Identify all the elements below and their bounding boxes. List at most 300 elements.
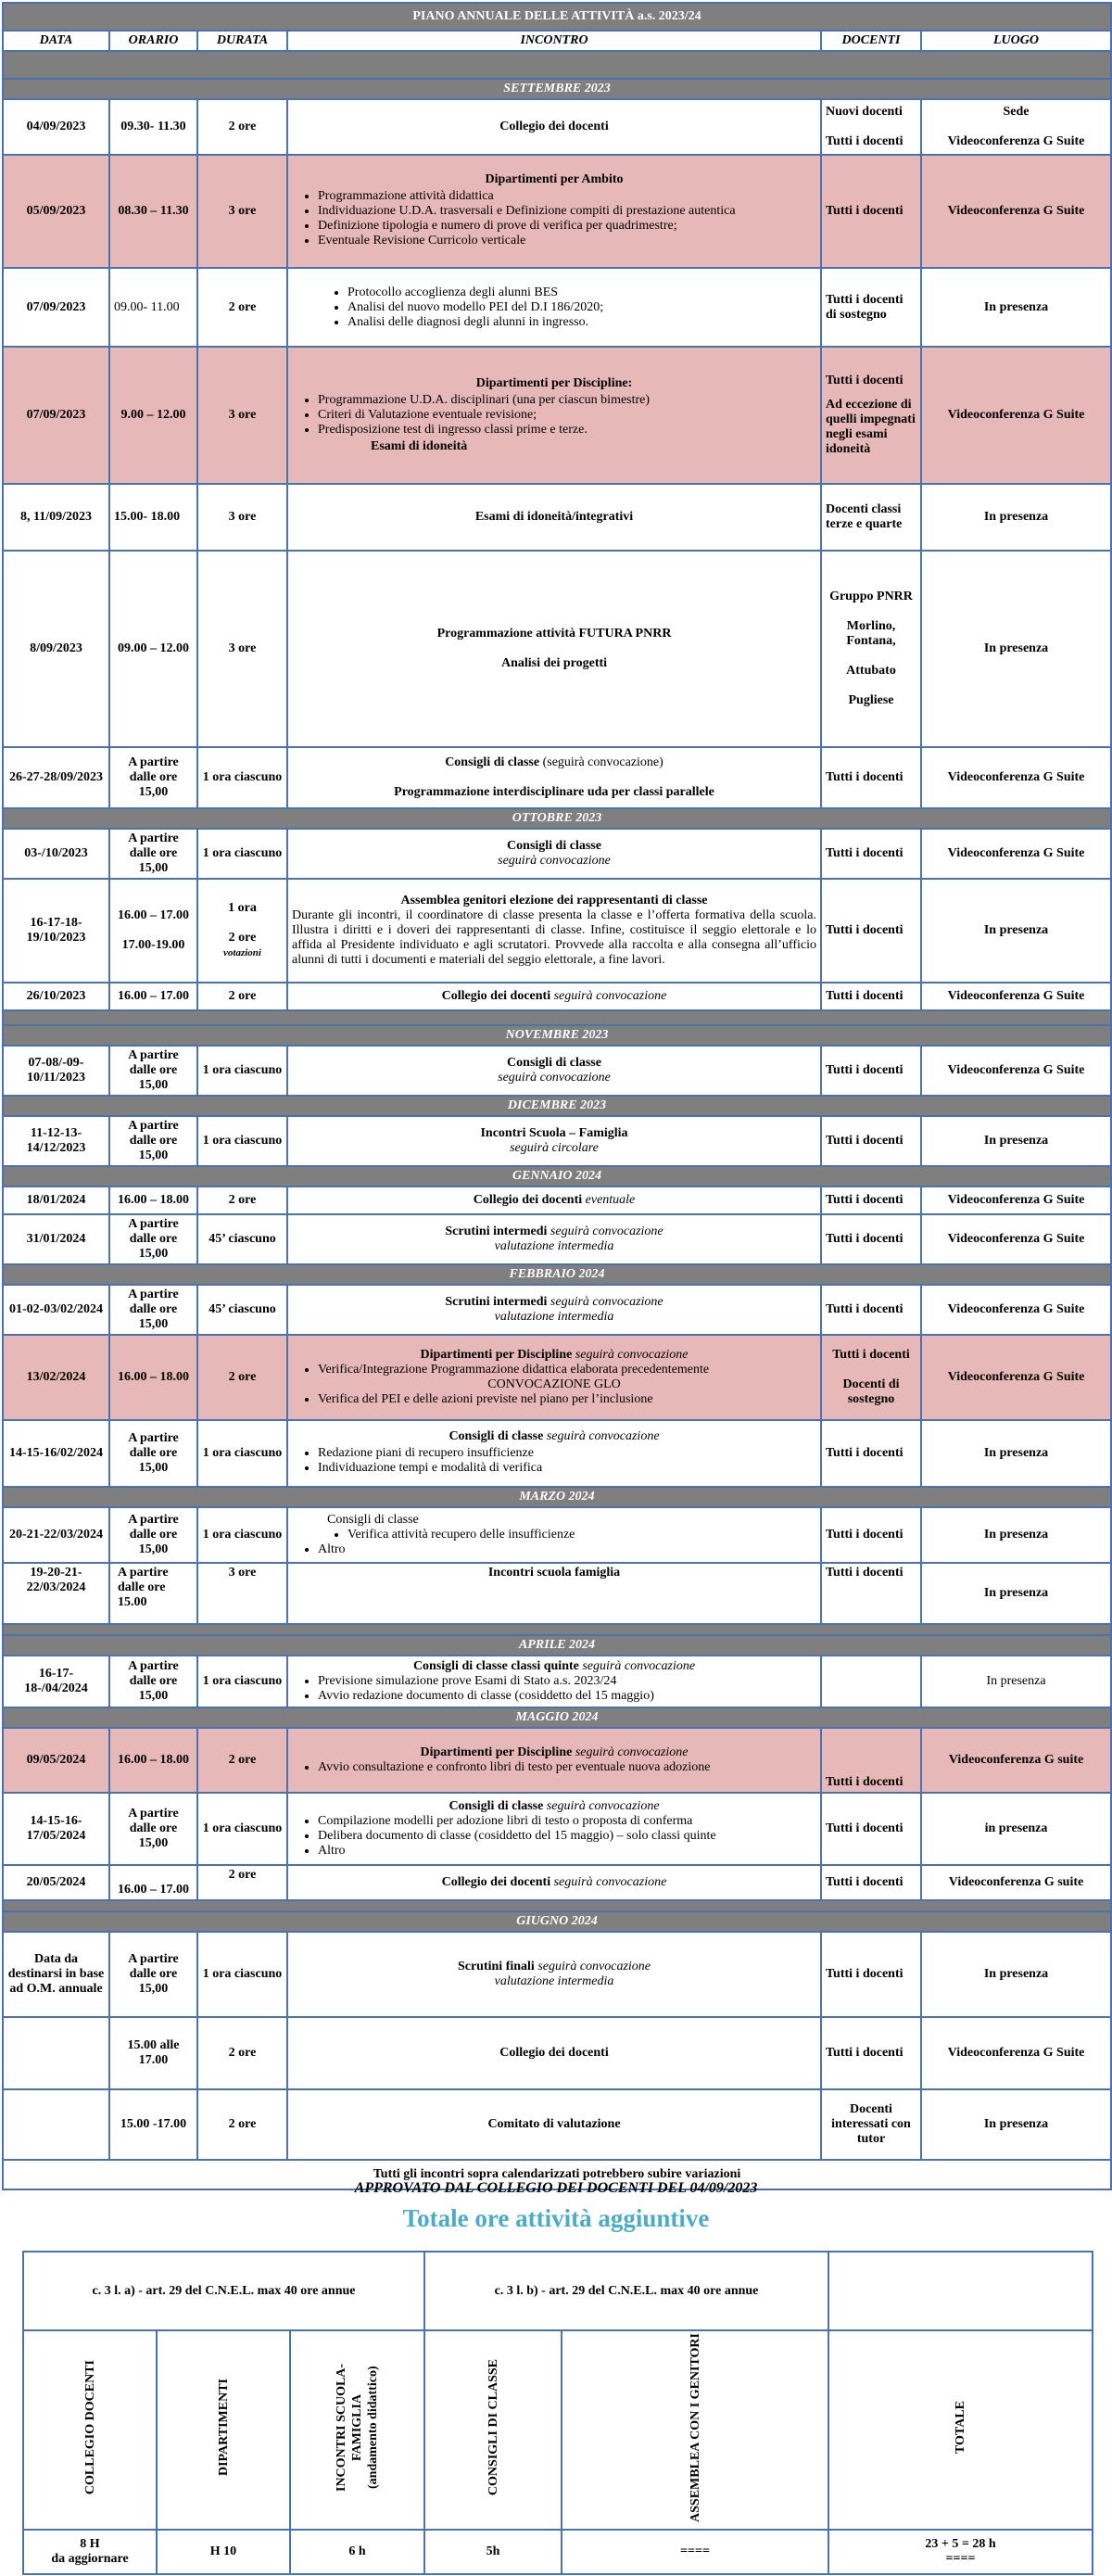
row-duration: 3 ore: [197, 484, 287, 551]
row-place: In presenza: [921, 1507, 1111, 1563]
meeting-title: Assemblea genitori elezione dei rappresentanti di classe: [400, 894, 708, 907]
meeting-note: seguirà convocazione: [553, 1875, 667, 1889]
meeting-extra: Esami di idoneità: [371, 439, 468, 453]
row-teachers: [821, 1656, 921, 1707]
meeting-title: Collegio dei docenti: [441, 989, 551, 1003]
meeting-title: Dipartimenti per Ambito: [485, 172, 624, 186]
row-duration: 3 ore: [197, 155, 287, 268]
table-row: [3, 1656, 1111, 1707]
meeting-title: Collegio dei docenti: [473, 1193, 583, 1207]
row-time: A partire dalle ore 15,00: [109, 1214, 197, 1264]
row-time: 16.00 – 17.00: [109, 983, 197, 1010]
teachers-line: Gruppo PNRR: [829, 590, 913, 603]
row-date: 20-21-22/03/2024: [3, 1507, 109, 1563]
table-row: [3, 155, 1111, 268]
row-place: in presenza: [921, 1793, 1111, 1865]
table-row: [3, 1214, 1111, 1264]
list-item: • Programmazione U.D.A. disciplinari (una per ciascun bimestre): [318, 393, 816, 408]
row-teachers: Tutti i docenti: [821, 983, 921, 1010]
val-dipartimenti: H 10: [157, 2530, 290, 2574]
meeting-subtitle: Programmazione interdisciplinare uda per classi parallele: [394, 785, 714, 799]
place-line: Videoconferenza G Suite: [947, 134, 1085, 148]
meeting-glo: CONVOCAZIONE GLO: [487, 1377, 621, 1391]
meeting-title: Scrutini intermedi: [445, 1295, 548, 1309]
month-row: [3, 1166, 1111, 1186]
row-duration: 1 ora ciascuno: [197, 1420, 287, 1487]
list-item: • Analisi del nuovo modello PEI del D.I 186/2020;: [348, 300, 816, 315]
month-row: [3, 1635, 1111, 1656]
row-teachers: Tutti i docenti: [821, 1563, 921, 1624]
row-meeting: Esami di idoneità/integrativi: [287, 484, 821, 551]
header-incontro: INCONTRO: [287, 31, 821, 51]
meeting-title: Consigli di classe: [507, 839, 601, 853]
duration-line: 2 ore: [228, 931, 257, 945]
list-item: • Individuazione U.D.A. trasversali e Definizione compiti di prestazione autentica: [318, 204, 816, 219]
row-date: 11-12-13-14/12/2023: [3, 1116, 109, 1166]
list-item: • Previsione simulazione prove Esami di Stato a.s. 2023/24: [318, 1674, 816, 1689]
month-row: [3, 79, 1111, 99]
teachers-line: Tutti i docenti: [832, 1348, 910, 1362]
row-date: 14-15-16/02/2024: [3, 1420, 109, 1487]
val-line: da aggiornare: [51, 2552, 129, 2566]
month-label: NOVEMBRE 2023: [3, 1025, 1111, 1046]
row-place: Videoconferenza G suite: [921, 1865, 1111, 1900]
row-meeting: [287, 1793, 821, 1865]
plan-title: PIANO ANNUALE DELLE ATTIVITÀ a.s. 2023/24: [3, 3, 1111, 31]
spacer-cell: [3, 1624, 1111, 1635]
month-row: [3, 1025, 1111, 1046]
val-totale: [828, 2530, 1093, 2574]
meeting-list: [292, 1363, 816, 1377]
row-duration: 45’ ciascuno: [197, 1214, 287, 1264]
plan-title-row: [3, 3, 1111, 31]
row-duration: 2 ore: [197, 983, 287, 1010]
header-orario: ORARIO: [109, 31, 197, 51]
row-meeting: [287, 1656, 821, 1707]
list-item: • Analisi delle diagnosi degli alunni in ingresso.: [348, 315, 816, 330]
table-row: [3, 1507, 1111, 1563]
row-place: Videoconferenza G Suite: [921, 1285, 1111, 1335]
row-time: 09.00 – 12.00: [109, 551, 197, 747]
meeting-note: seguirà convocazione: [575, 1348, 689, 1362]
row-meeting: [287, 1728, 821, 1793]
month-row: [3, 1096, 1111, 1116]
row-place: Videoconferenza G Suite: [921, 829, 1111, 879]
row-time: A partire dalle ore 15,00: [109, 747, 197, 808]
row-meeting: Collegio dei docenti: [287, 99, 821, 155]
row-teachers: Tutti i docenti: [821, 2017, 921, 2089]
row-duration: [197, 879, 287, 983]
col-totale-label: TOTALE: [954, 2401, 968, 2455]
meeting-list: [292, 1542, 816, 1557]
month-row: [3, 1264, 1111, 1285]
row-place: Videoconferenza G Suite: [921, 1335, 1111, 1420]
meeting-title: Consigli di classe: [449, 1429, 544, 1443]
header-durata: DURATA: [197, 31, 287, 51]
row-meeting: [287, 1046, 821, 1096]
header-row: [3, 31, 1111, 51]
col-totale: [828, 2330, 1093, 2530]
row-place: In presenza: [921, 1116, 1111, 1166]
row-duration: 1 ora ciascuno: [197, 1793, 287, 1865]
row-time: A partire dalle ore 15,00: [109, 1656, 197, 1707]
row-date: 04/09/2023: [3, 99, 109, 155]
list-item: • Protocollo accoglienza degli alunni BES: [348, 286, 816, 300]
row-place: In presenza: [921, 2089, 1111, 2160]
meeting-note: seguirà convocazione: [550, 1295, 663, 1309]
list-item: • Individuazione tempi e modalità di verifica: [318, 1461, 816, 1476]
table-row: [3, 1420, 1111, 1487]
time-line: 16.00 – 17.00: [118, 908, 189, 922]
meeting-subtitle: valutazione intermedia: [494, 1974, 614, 1988]
row-teachers: [821, 99, 921, 155]
row-place: Videoconferenza G Suite: [921, 747, 1111, 808]
row-date: [3, 2017, 109, 2089]
row-time: A partire dalle ore 15,00: [109, 1285, 197, 1335]
row-time: 15.00 alle 17.00: [109, 2017, 197, 2089]
teachers-line: Ad eccezione di quelli impegnati negli esami idoneità: [826, 398, 916, 456]
list-item: • Criteri di Valutazione eventuale revisione;: [318, 408, 816, 423]
row-teachers: Tutti i docenti: [821, 1932, 921, 2017]
row-duration: 2 ore: [197, 1865, 287, 1900]
col-incontri-line: (andamento didattico): [366, 2366, 380, 2490]
table-row: [3, 484, 1111, 551]
meeting-title: Programmazione attività FUTURA PNRR: [436, 627, 672, 641]
list-item: • Compilazione modelli per adozione libri di testo o proposta di conferma: [318, 1814, 816, 1829]
row-meeting: [287, 1420, 821, 1487]
row-time: A partire dalle ore 15,00: [109, 1932, 197, 2017]
row-teachers: Tutti i docenti: [821, 879, 921, 983]
row-teachers: Tutti i docenti di sostegno: [821, 268, 921, 347]
col-incontri-line: INCONTRI SCUOLA- FAMIGLIA: [335, 2363, 364, 2493]
row-duration: 1 ora ciascuno: [197, 829, 287, 879]
row-meeting: Incontri scuola famiglia: [287, 1563, 821, 1624]
row-duration: 3 ore: [197, 551, 287, 747]
row-teachers: Tutti i docenti: [821, 1728, 921, 1793]
row-time: 16.00 – 18.00: [109, 1186, 197, 1214]
row-time: 15.00 -17.00: [109, 2089, 197, 2160]
row-time: A partire dalle ore 15,00: [109, 1420, 197, 1487]
table-row: [3, 983, 1111, 1010]
duration-note: votazioni: [223, 947, 261, 958]
row-place: In presenza: [921, 1563, 1111, 1624]
meeting-note: seguirà convocazione: [582, 1659, 696, 1673]
row-duration: 3 ore: [197, 347, 287, 484]
row-date: 20/05/2024: [3, 1865, 109, 1900]
row-place: Videoconferenza G Suite: [921, 1046, 1111, 1096]
row-teachers: Tutti i docenti: [821, 1186, 921, 1214]
row-date: 8/09/2023: [3, 551, 109, 747]
row-meeting: [287, 1116, 821, 1166]
list-item: • Delibera documento di classe (cosiddetto del 15 maggio) – solo classi quinte: [318, 1829, 816, 1844]
table-row: [3, 1728, 1111, 1793]
row-place: In presenza: [921, 1932, 1111, 2017]
meeting-list: [292, 1392, 816, 1407]
row-teachers: Tutti i docenti: [821, 1507, 921, 1563]
row-duration: 1 ora ciascuno: [197, 1046, 287, 1096]
list-item: • Verifica attività recupero delle insufficienze: [348, 1528, 816, 1542]
list-item: • Altro: [318, 1844, 816, 1859]
row-time: A partire dalle ore 15.00: [109, 1563, 197, 1624]
table-row: [3, 2089, 1111, 2160]
meeting-title: Consigli di classe: [327, 1513, 419, 1527]
row-teachers: Docenti interessati con tutor: [821, 2089, 921, 2160]
list-item: • Avvio redazione documento di classe (cosiddetto del 15 maggio): [318, 1689, 816, 1704]
col-dipartimenti-label: DIPARTIMENTI: [216, 2379, 231, 2477]
row-teachers: Tutti i docenti: [821, 829, 921, 879]
row-time: A partire dalle ore 15,00: [109, 1793, 197, 1865]
row-meeting: [287, 1285, 821, 1335]
row-meeting: [287, 1507, 821, 1563]
meeting-note: seguirà convocazione: [498, 854, 611, 868]
row-meeting: [287, 551, 821, 747]
meeting-title: Consigli di classe: [449, 1799, 544, 1813]
row-duration: 1 ora ciascuno: [197, 747, 287, 808]
row-place: Videoconferenza G Suite: [921, 1214, 1111, 1264]
row-date: 13/02/2024: [3, 1335, 109, 1420]
list-item: • Altro: [318, 1542, 816, 1557]
row-meeting: [287, 155, 821, 268]
list-item: • Eventuale Revisione Curricolo verticale: [318, 234, 816, 248]
row-date: 03-/10/2023: [3, 829, 109, 879]
spacer-row: [3, 1900, 1111, 1911]
table-row: [3, 1932, 1111, 2017]
list-item: • Predisposizione test di ingresso classi prime e terze.: [318, 423, 816, 438]
place-line: Sede: [1003, 105, 1030, 119]
meeting-note: seguirà convocazione: [537, 1960, 651, 1973]
meeting-note: seguirà convocazione: [553, 989, 667, 1003]
teachers-line: Tutti i docenti: [826, 134, 904, 148]
meeting-list: [292, 286, 816, 330]
val-line: 8 H: [80, 2537, 100, 2551]
row-date: 07/09/2023: [3, 268, 109, 347]
row-teachers: Tutti i docenti: [821, 1285, 921, 1335]
row-meeting: Collegio dei docenti: [287, 2017, 821, 2089]
teachers-line: Docenti di sostegno: [842, 1377, 900, 1406]
row-teachers: Tutti i docenti: [821, 1793, 921, 1865]
hours-header-row: [23, 2330, 1093, 2530]
table-row: [3, 1865, 1111, 1900]
col-assemblea-label: ASSEMBLEA CON I GENITORI: [688, 2333, 702, 2522]
table-row: [3, 1563, 1111, 1624]
table-row: [3, 347, 1111, 484]
val-consigli: 5h: [424, 2530, 562, 2574]
spacer-cell: [3, 1010, 1111, 1025]
row-place: Videoconferenza G Suite: [921, 347, 1111, 484]
table-row: [3, 2017, 1111, 2089]
meeting-title: Dipartimenti per Discipline: [420, 1745, 573, 1759]
meeting-note: seguirà convocazione: [550, 1225, 663, 1238]
row-duration: 3 ore: [197, 1563, 287, 1624]
list-item: • Programmazione attività didattica: [318, 189, 816, 204]
meeting-title: Dipartimenti per Discipline: [420, 1348, 573, 1362]
duration-line: 1 ora: [228, 901, 257, 915]
meeting-note: seguirà convocazione: [546, 1429, 660, 1443]
meeting-subtitle: Analisi dei progetti: [500, 656, 608, 670]
row-date: 14-15-16-17/05/2024: [3, 1793, 109, 1865]
col-incontri: [290, 2330, 424, 2530]
row-time: A partire dalle ore 15,00: [109, 1507, 197, 1563]
row-meeting: Comitato di valutazione: [287, 2089, 821, 2160]
row-duration: 1 ora ciascuno: [197, 1656, 287, 1707]
row-duration: 2 ore: [197, 1335, 287, 1420]
teachers-line: Tutti i docenti: [826, 374, 904, 387]
table-row: [3, 99, 1111, 155]
row-date: 8, 11/09/2023: [3, 484, 109, 551]
row-date: 18/01/2024: [3, 1186, 109, 1214]
meeting-title: Dipartimenti per Discipline:: [475, 376, 633, 390]
list-item: • Verifica del PEI e delle azioni previste nel piano per l’inclusione: [318, 1392, 816, 1407]
row-time: A partire dalle ore 15,00: [109, 1046, 197, 1096]
row-date: 26/10/2023: [3, 983, 109, 1010]
row-meeting: [287, 1335, 821, 1420]
row-time: 16.00 – 17.00: [109, 1865, 197, 1900]
spacer-cell: [3, 51, 1111, 79]
month-label: DICEMBRE 2023: [3, 1096, 1111, 1116]
row-duration: 1 ora ciascuno: [197, 1116, 287, 1166]
row-time: 09.30- 11.30: [109, 99, 197, 155]
row-meeting: [287, 1865, 821, 1900]
row-duration: 2 ore: [197, 2089, 287, 2160]
meeting-title: Scrutini finali: [457, 1960, 535, 1973]
row-place: In presenza: [921, 1656, 1111, 1707]
list-item: • Definizione tipologia e numero di prove di verifica per quadrimestre;: [318, 219, 816, 234]
val-line: ====: [945, 2552, 976, 2566]
row-teachers: [821, 551, 921, 747]
row-teachers: Docenti classi terze e quarte: [821, 484, 921, 551]
row-duration: 1 ora ciascuno: [197, 1932, 287, 2017]
meeting-note: (seguirà convocazione): [542, 755, 663, 769]
approval-text: APPROVATO DAL COLLEGIO DEI DOCENTI DEL 04/09/2023: [354, 2180, 758, 2196]
row-place: In presenza: [921, 484, 1111, 551]
row-date: [3, 2089, 109, 2160]
teachers-line: Nuovi docenti: [826, 105, 903, 119]
row-place: In presenza: [921, 551, 1111, 747]
spacer-row: [3, 1624, 1111, 1635]
row-teachers: Tutti i docenti: [821, 1046, 921, 1096]
row-date: 19-20-21-22/03/2024: [3, 1563, 109, 1624]
meeting-subtitle: valutazione intermedia: [494, 1239, 614, 1253]
row-teachers: Tutti i docenti: [821, 1865, 921, 1900]
teachers-line: Pugliese: [848, 693, 894, 707]
month-label: MAGGIO 2024: [3, 1707, 1111, 1728]
table-row: [3, 1186, 1111, 1214]
row-place: In presenza: [921, 879, 1111, 983]
meeting-list: [292, 1446, 816, 1476]
list-item: • Verifica/Integrazione Programmazione didattica elaborata precedentemente: [318, 1363, 816, 1377]
row-date: 01-02-03/02/2024: [3, 1285, 109, 1335]
meeting-title: Consigli di classe: [507, 1056, 601, 1070]
teachers-line: Morlino, Fontana,: [846, 619, 896, 648]
row-teachers: [821, 347, 921, 484]
table-row: [3, 268, 1111, 347]
month-label: OTTOBRE 2023: [3, 808, 1111, 829]
row-meeting: [287, 747, 821, 808]
col-collegio-label: COLLEGIO DOCENTI: [82, 2360, 97, 2495]
list-item: • Avvio consultazione e confronto libri di testo per eventuale nuova adozione: [318, 1760, 816, 1775]
row-date: 16-17-18-19/10/2023: [3, 879, 109, 983]
meeting-title: Consigli di classe classi quinte: [412, 1659, 579, 1673]
val-incontri: 6 h: [290, 2530, 424, 2574]
header-luogo: LUOGO: [921, 31, 1111, 51]
row-duration: 1 ora ciascuno: [197, 1507, 287, 1563]
month-label: SETTEMBRE 2023: [3, 79, 1111, 99]
row-meeting: [287, 347, 821, 484]
row-time: 09.00- 11.00: [109, 268, 197, 347]
table-row: [3, 551, 1111, 747]
row-place: In presenza: [921, 1420, 1111, 1487]
row-meeting: [287, 1214, 821, 1264]
row-teachers: Tutti i docenti: [821, 1420, 921, 1487]
time-line: 17.00-19.00: [121, 938, 185, 952]
row-time: 15.00- 18.00: [109, 484, 197, 551]
row-time: A partire dalle ore 15,00: [109, 829, 197, 879]
table-row: [3, 1285, 1111, 1335]
row-place: [921, 99, 1111, 155]
row-time: 16.00 – 18.00: [109, 1335, 197, 1420]
row-date: 05/09/2023: [3, 155, 109, 268]
spacer-row: [3, 1010, 1111, 1025]
col-consigli: [424, 2330, 562, 2530]
row-meeting: [287, 983, 821, 1010]
totals-title: Totale ore attività aggiuntive: [402, 2204, 710, 2232]
spacer-row: [3, 51, 1111, 79]
meeting-note: seguirà circolare: [510, 1141, 599, 1155]
row-date: 09/05/2024: [3, 1728, 109, 1793]
row-time: 08.30 – 11.30: [109, 155, 197, 268]
month-row: [3, 1911, 1111, 1932]
meeting-title: Collegio dei docenti: [441, 1875, 551, 1889]
meeting-list: [292, 1814, 816, 1859]
table-row: [3, 1335, 1111, 1420]
meeting-subtitle: valutazione intermedia: [494, 1310, 614, 1324]
row-meeting: [287, 268, 821, 347]
meeting-note: seguirà convocazione: [498, 1071, 611, 1085]
row-date: 07-08/-09-10/11/2023: [3, 1046, 109, 1096]
spacer-cell: [3, 1900, 1111, 1911]
month-label: GIUGNO 2024: [3, 1911, 1111, 1932]
row-duration: 2 ore: [197, 268, 287, 347]
row-date: 16-17-18-/04/2024: [3, 1656, 109, 1707]
row-teachers: Tutti i docenti: [821, 747, 921, 808]
list-item: • Redazione piani di recupero insufficienze: [318, 1446, 816, 1461]
row-place: Videoconferenza G Suite: [921, 983, 1111, 1010]
meeting-list: [292, 1760, 816, 1775]
meeting-note: seguirà convocazione: [546, 1799, 660, 1813]
row-meeting: [287, 879, 821, 983]
row-duration: 2 ore: [197, 99, 287, 155]
col-incontri-label: [334, 2332, 381, 2523]
row-place: In presenza: [921, 268, 1111, 347]
row-duration: 2 ore: [197, 1186, 287, 1214]
annual-plan-table: [2, 2, 1112, 2190]
month-label: GENNAIO 2024: [3, 1166, 1111, 1186]
row-time: 16.00 – 18.00: [109, 1728, 197, 1793]
row-meeting: [287, 1186, 821, 1214]
row-duration: 45’ ciascuno: [197, 1285, 287, 1335]
row-time: A partire dalle ore 15,00: [109, 1116, 197, 1166]
hours-table: [22, 2251, 1093, 2575]
table-row: [3, 747, 1111, 808]
val-line: 23 + 5 = 28 h: [925, 2537, 996, 2551]
meeting-list: [292, 1674, 816, 1704]
table-row: [3, 1116, 1111, 1166]
col-collegio: [23, 2330, 157, 2530]
month-label: APRILE 2024: [3, 1635, 1111, 1656]
row-date: 07/09/2023: [3, 347, 109, 484]
meeting-title: Scrutini intermedi: [445, 1225, 548, 1238]
meeting-list: [292, 189, 816, 248]
